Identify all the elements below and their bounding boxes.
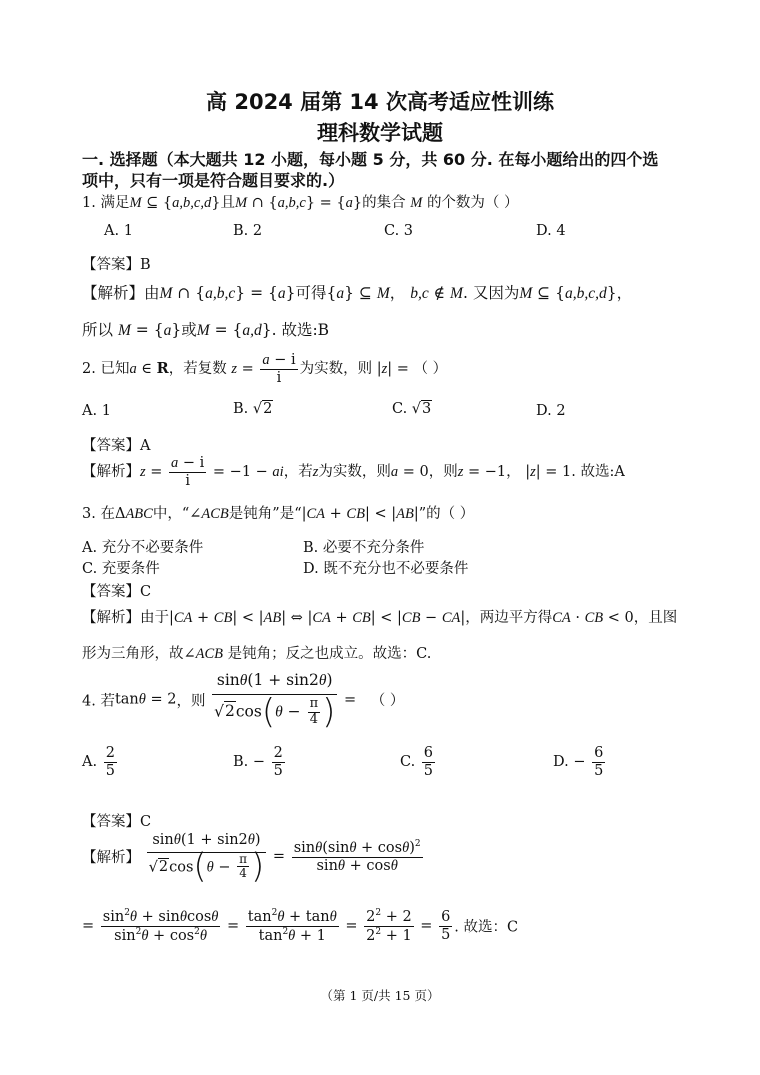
q1-analysis: 【解析】由M ∩ {a,b,c} = {a}可得{a} ⊆ M， b,c ∉ M. 又因为M ⊆ {a,b,c,d}， [82,284,633,302]
exam-title: 高 2024 届第 14 次高考适应性训练 [206,90,554,114]
page-footer: （第 1 页/共 15 页） [320,988,440,1003]
q4-option-d: D. − $\frac{6}{5}$ [553,745,604,779]
q4-option-c: C. $\frac{6}{5}$ [400,745,434,779]
q3-analysis: 【解析】由于|CA + CB| < |AB| ⇔ |CA + CB| < |CB − CA|，两边平方得CA · CB < 0，且图 [82,610,678,626]
section-heading-line2: 项中，只有一项是符合题目要求的.） [82,171,345,190]
q4-option-b: B. − $\frac{2}{5}$ [233,745,283,779]
q4-stem: 4. 若tanθ = 2，则 sinθ(1 + sin2θ) √2cos(θ − $\frac{\pi}{4}$ ) = （ ） [82,671,405,732]
q3-answer: 【答案】C [82,584,152,600]
exam-subtitle: 理科数学试题 [317,121,443,145]
q3-analysis-line2: 形为三角形，故∠ACB 是钝角；反之也成立。故选：C. [82,646,432,662]
q3-option-d: D. 既不充分也不必要条件 [303,561,469,577]
q1-answer: 【答案】B [82,257,151,273]
q2-analysis: 【解析】z = $\frac{a - i}{i}$ = −1 − ai，若z为实数，则a = 0，则z = −1， |z| = 1. 故选:A [82,455,625,489]
q1-option-a: A. 1 [104,223,133,239]
q2-option-d: D. 2 [536,403,566,419]
q2-stem: 2. 已知a ∈ R，若复数 z = $\frac{a - i}{i}$ 为实数，则 |z| = （ ） [82,352,448,386]
q3-option-c: C. 充要条件 [82,561,160,577]
q3-option-b: B. 必要不充分条件 [303,540,425,556]
q1-analysis-line2: 所以 M = {a}或M = {a,d}. 故选:B [82,321,330,339]
q4-analysis-line2: = $\frac{\sin^2\theta + \sin\theta\cos\theta}{\sin^2\theta + \cos^2\theta}$ = $\frac{\tan^2\theta + \tan\theta}{\tan^2\theta + 1}$ = $\frac{2^2 + 2}{2^2 + 1}$ = $\frac{6}{5}$ . 故选：C [82,908,519,944]
q3-stem: 3. 在ΔABC中，“∠ACB是钝角”是“|CA + CB| < |AB|”的（ ） [82,506,475,522]
q4-analysis: 【解析】 sinθ(1 + sin2θ) √2cos(θ − $\frac{\pi}{4}$ ) = $\frac{\sin\theta(\sin\theta + \cos\theta)^2}{\sin\theta + \cos\theta}$ [82,832,421,887]
q3-option-a: A. 充分不必要条件 [82,540,204,556]
q4-answer: 【答案】C [82,814,152,830]
q1-option-c: C. 3 [384,223,414,239]
q2-answer: 【答案】A [82,438,151,454]
q1-option-b: B. 2 [233,223,263,239]
q4-option-a: A. $\frac{2}{5}$ [82,745,115,779]
q2-option-c: C. √3 [392,401,432,417]
q2-option-a: A. 1 [82,403,111,419]
q1-option-d: D. 4 [536,223,566,239]
q2-option-b: B. √2 [233,401,273,417]
section-heading-line1: 一. 选择题（本大题共 12 小题，每小题 5 分，共 60 分. 在每小题给出的四个选 [82,150,659,169]
q1-stem: 1. 满足M ⊆ {a,b,c,d}且M ∩ {a,b,c} = {a}的集合 M 的个数为（ ） [82,195,519,211]
